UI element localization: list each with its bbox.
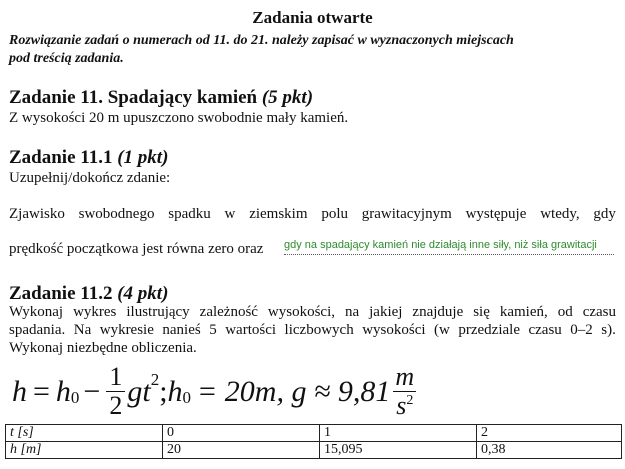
formula-square: 2	[150, 370, 160, 389]
sentence-word: w	[224, 206, 236, 222]
text-word: na	[344, 304, 360, 320]
task-11-1-sentence-line-1	[9, 206, 616, 223]
table-cell: h [m]	[6, 442, 163, 459]
text-word: wysokości,	[267, 304, 336, 320]
table-cell: 1	[320, 425, 477, 442]
task-11-2-points: (4 pkt)	[117, 283, 169, 304]
text-word: ilustrujący	[126, 304, 190, 320]
values-table	[5, 424, 622, 459]
answer-dotted-line	[284, 254, 614, 255]
task-11-points: (5 pkt)	[261, 87, 314, 108]
sentence-word: wtedy,	[540, 206, 580, 222]
unit-numerator: m	[395, 362, 415, 391]
text-word: wykres	[73, 304, 117, 320]
table-row	[6, 425, 622, 442]
table-cell: 20	[163, 442, 320, 459]
text-word: Wykonaj	[9, 304, 64, 320]
fraction-numerator: 1	[109, 362, 123, 391]
text-word: przedziale	[458, 322, 520, 338]
task-11-2-heading	[9, 283, 168, 305]
sentence-word: gdy	[593, 206, 616, 222]
formula-h0: h	[55, 374, 71, 408]
sentence-word: grawitacyjnym	[361, 206, 452, 222]
task-11-1-sentence-line-2: prędkość początkowa jest równa zero oraz	[9, 241, 264, 257]
formula-sub-0: 0	[70, 388, 80, 407]
task-11-2-line-2	[9, 322, 616, 339]
formula-fraction-half	[106, 364, 125, 419]
task-11-1-title: Zadanie 11.1	[9, 147, 113, 168]
sentence-word: ziemskim	[249, 206, 308, 222]
sentence-word: występuje	[465, 206, 527, 222]
answer-field[interactable]: gdy na spadający kamień nie działają inne siły, niż siła grawitacji	[284, 239, 597, 251]
page-title: Zadania otwarte	[252, 8, 373, 27]
table-cell: 0,38	[477, 442, 622, 459]
text-word: jakiej	[369, 304, 403, 320]
formula-minus: −	[83, 374, 101, 408]
text-word: czasu	[528, 322, 562, 338]
task-11-1-points: (1 pkt)	[117, 147, 169, 168]
formula-h: h	[12, 374, 27, 408]
text-word: znajduje	[412, 304, 464, 320]
text-word: s).	[601, 322, 616, 338]
text-word: (w	[434, 322, 450, 338]
intro-line-1: Rozwiązanie zadań o numerach od 11. do 21. należy zapisać w wyznaczonych miejscach	[9, 33, 514, 48]
task-11-1-instruction: Uzupełnij/dokończ zdanie:	[9, 170, 171, 186]
task-11-2-title: Zadanie 11.2	[9, 283, 113, 304]
text-word: czasu	[582, 304, 616, 320]
formula-fraction-unit	[392, 364, 417, 419]
sentence-word: swobodnego	[78, 206, 155, 222]
text-word: wartości	[225, 322, 277, 338]
text-word: 5	[209, 322, 217, 338]
task-11-title: Zadanie 11. Spadający kamień	[9, 87, 258, 108]
task-11-2-line-3: Wykonaj niezbędne obliczenia.	[9, 340, 197, 356]
task-11-2-line-1	[9, 304, 616, 321]
text-word: 0–2	[570, 322, 593, 338]
text-word: wysokości	[362, 322, 426, 338]
text-word: wykresie	[99, 322, 154, 338]
text-word: zależność	[199, 304, 258, 320]
formula-semicolon: ;	[159, 374, 168, 408]
intro-line-2: pod treścią zadania.	[9, 51, 124, 66]
fraction-denominator: 2	[106, 391, 125, 419]
text-word: spadania.	[9, 322, 66, 338]
sentence-word: spadku	[168, 206, 211, 222]
unit-square: 2	[406, 393, 414, 408]
table-cell: 15,095	[320, 442, 477, 459]
task-11-text: Z wysokości 20 m upuszczono swobodnie mały kamień.	[9, 110, 349, 126]
task-11-heading	[9, 87, 313, 109]
table-cell: t [s]	[6, 425, 163, 442]
formula-gt: gt	[127, 374, 151, 408]
text-word: nanieś	[162, 322, 201, 338]
table-row	[6, 442, 622, 459]
text-word: kamień,	[499, 304, 548, 320]
table-cell: 2	[477, 425, 622, 442]
table-cell: 0	[163, 425, 320, 442]
task-11-1-heading	[9, 147, 168, 169]
free-fall-formula	[12, 364, 419, 419]
sentence-word: polu	[321, 206, 348, 222]
unit-s: s	[396, 391, 407, 420]
unit-denominator	[393, 391, 416, 419]
formula-h0b: h	[167, 374, 183, 408]
text-word: Na	[73, 322, 92, 338]
text-word: się	[473, 304, 490, 320]
formula-equals: =	[33, 374, 50, 408]
formula-values: = 20m, g ≈ 9,81	[197, 374, 391, 408]
text-word: od	[557, 304, 573, 320]
text-word: liczbowych	[284, 322, 354, 338]
formula-sub-0b: 0	[182, 388, 192, 407]
sentence-word: Zjawisko	[9, 206, 65, 222]
